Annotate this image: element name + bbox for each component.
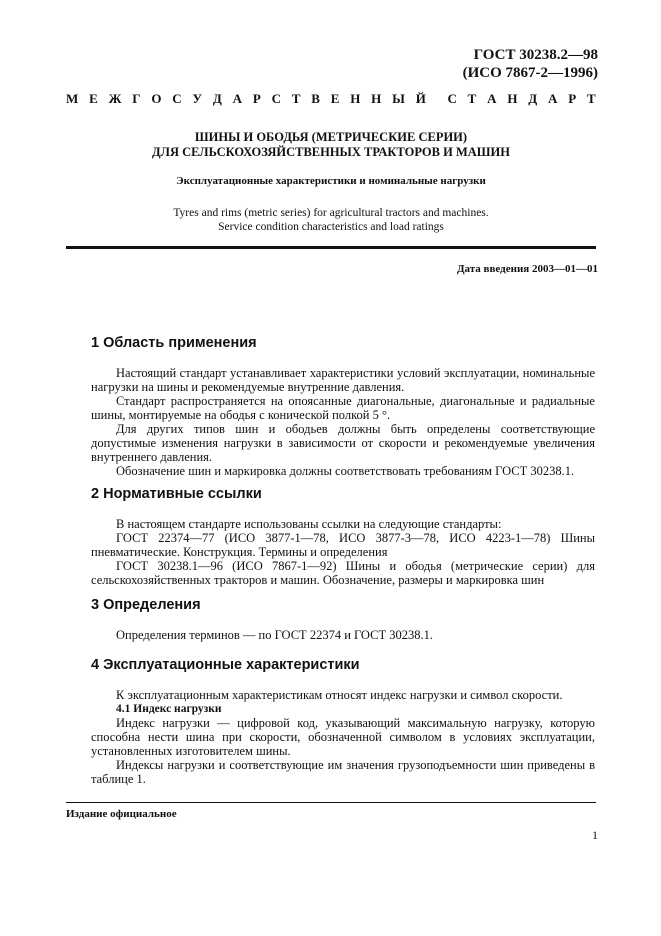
letter: М	[66, 91, 79, 106]
letter: С	[447, 91, 457, 106]
standard-designation	[463, 46, 598, 82]
english-title	[66, 206, 596, 234]
letter: Д	[528, 91, 538, 106]
designation-gost: ГОСТ 30238.2—98	[473, 47, 598, 63]
letter: А	[232, 91, 242, 106]
letter: Ы	[392, 91, 405, 106]
paragraph: Обозначение шин и маркировка должны соответствовать требованиям ГОСТ 30238.1.	[116, 464, 575, 478]
letter: Н	[507, 91, 518, 106]
letter: Н	[350, 91, 361, 106]
letter: Е	[89, 91, 98, 106]
letter: С	[271, 91, 281, 106]
letter: Д	[212, 91, 222, 106]
letter: В	[311, 91, 320, 106]
letter: А	[548, 91, 558, 106]
paragraph: Для других типов шин и ободьев должны быть определены соответствующие допустимые изменения нагрузки в зависимости от скорости и рекомендуемые увеличения внутреннего давления.	[91, 422, 595, 464]
paragraph: Стандарт распространяется на опоясанные диагональные, диагональные и радиальные шины, монтируемые на ободья с конической полкой 5 °.	[91, 394, 595, 422]
section-4-body	[91, 688, 595, 786]
section-3-heading: 3 Определения	[91, 597, 201, 613]
section-2-body	[91, 517, 595, 587]
paragraph: ГОСТ 22374—77 (ИСО 3877-1—78, ИСО 3877-3—78, ИСО 4223-1—78) Шины пневматические. Конструкция. Термины и определения	[91, 531, 595, 559]
letter: Е	[330, 91, 340, 106]
paragraph: ГОСТ 30238.1—96 (ИСО 7867-1—92) Шины и ободья (метрические серии) для сельскохозяйственных тракторов и машин. Обозначение, размеры и маркировка шин	[91, 559, 595, 587]
paragraph: Настоящий стандарт устанавливает характеристики условий эксплуатации, номинальные нагрузки на шины и рекомендуемые внутренние давления.	[91, 366, 595, 394]
designation-iso: (ИСО 7867-2—1996)	[462, 65, 598, 81]
letter: Т	[467, 91, 477, 106]
paragraph: В настоящем стандарте использованы ссылки на следующие стандарты:	[116, 517, 502, 531]
letter: У	[192, 91, 203, 106]
letter: О	[151, 91, 162, 106]
document-title	[66, 130, 596, 160]
title-line-2: ДЛЯ СЕЛЬСКОХОЗЯЙСТВЕННЫХ ТРАКТОРОВ И МАШИН	[152, 145, 510, 159]
letter: Й	[415, 91, 426, 106]
title-line-1: ШИНЫ И ОБОДЬЯ (МЕТРИЧЕСКИЕ СЕРИИ)	[194, 130, 468, 144]
subsection-4-1-heading: 4.1 Индекс нагрузки	[116, 703, 222, 715]
letter: Р	[568, 91, 577, 106]
page-number: 1	[592, 828, 598, 842]
letter: Г	[132, 91, 141, 106]
english-title-line-1: Tyres and rims (metric series) for agricultural tractors and machines.	[173, 207, 489, 219]
introduction-date: Дата введения 2003—01—01	[456, 263, 598, 275]
letter: Т	[291, 91, 301, 106]
section-1-body	[91, 366, 595, 478]
footer-divider	[66, 802, 596, 803]
section-4-heading: 4 Эксплуатационные характеристики	[91, 657, 360, 673]
document-subtitle: Эксплуатационные характеристики и номинальные нагрузки	[176, 175, 486, 187]
header-divider	[66, 246, 596, 249]
paragraph: Индекс нагрузки — цифровой код, указывающий максимальную нагрузку, которую способна нести шина при скорости, обозначенной символом в условиях эксплуатации, установленных изготовителем шины.	[91, 716, 595, 758]
letter: Ж	[108, 91, 122, 106]
english-title-line-2: Service condition characteristics and load ratings	[218, 221, 444, 233]
paragraph: Индексы нагрузки и соответствующие им значения грузоподъемности шин приведены в таблице 1.	[91, 758, 595, 786]
section-1-heading: 1 Область применения	[91, 335, 257, 351]
paragraph: К эксплуатационным характеристикам относят индекс нагрузки и символ скорости.	[116, 688, 563, 702]
letter: А	[487, 91, 497, 106]
official-edition-label: Издание официальное	[66, 808, 177, 820]
letter: Н	[371, 91, 382, 106]
section-2-heading: 2 Нормативные ссылки	[91, 486, 262, 502]
section-3-body	[91, 628, 595, 642]
paragraph: Определения терминов — по ГОСТ 22374 и ГОСТ 30238.1.	[116, 628, 433, 642]
letter: Т	[587, 91, 596, 106]
letter: Р	[252, 91, 261, 106]
standard-type-spaced	[66, 91, 596, 107]
letter: С	[172, 91, 182, 106]
